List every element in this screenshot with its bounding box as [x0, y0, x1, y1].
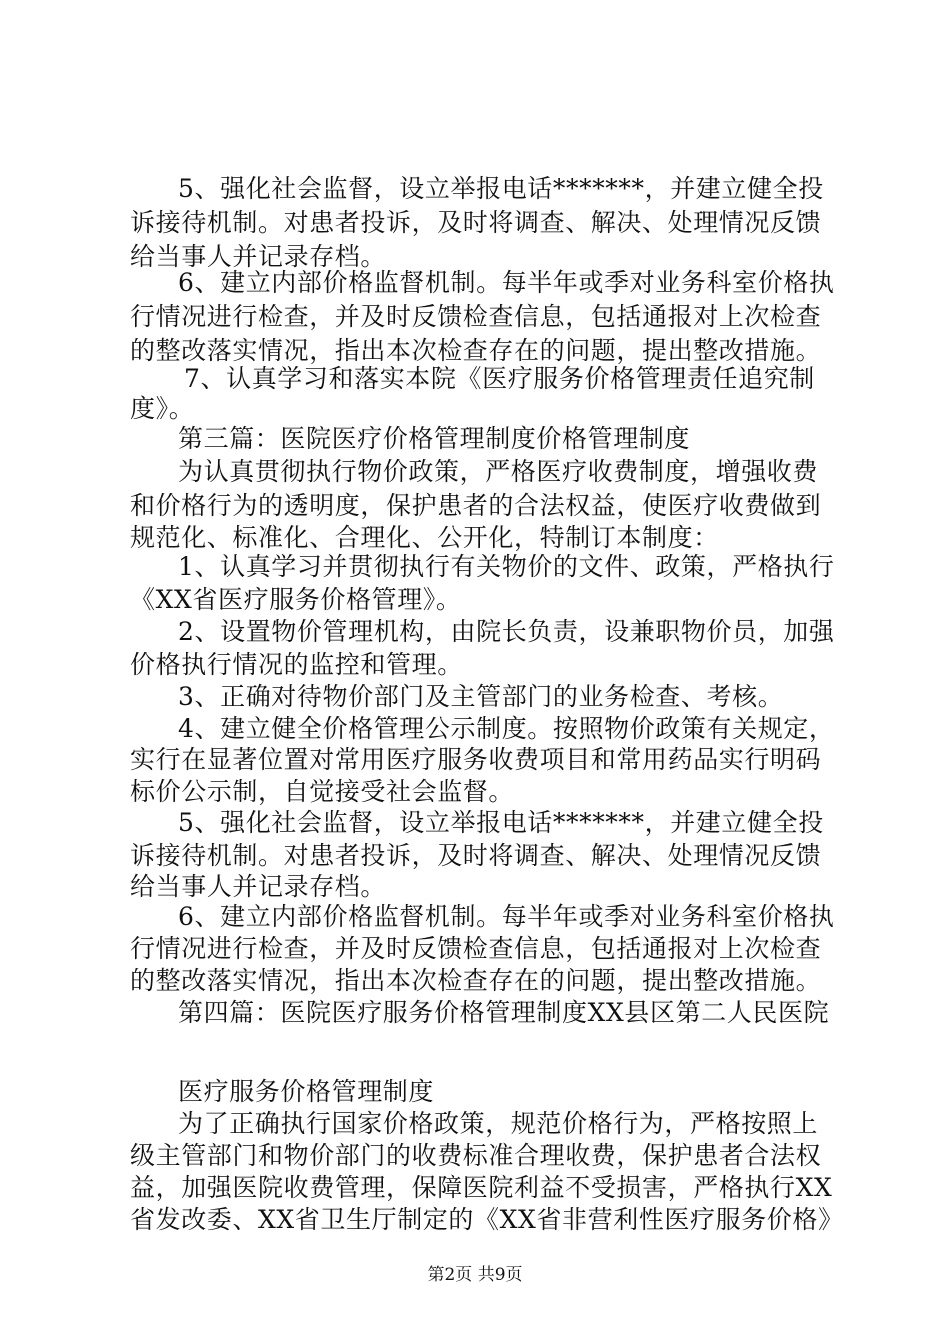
- text-line: 级主管部门和物价部门的收费标准合理收费，保护患者合法权: [130, 1141, 822, 1170]
- text-line: 2、设置物价管理机构，由院长负责，设兼职物价员，加强: [178, 617, 835, 646]
- text-line: 5、强化社会监督，设立举报电话*******，并建立健全投: [178, 808, 824, 837]
- text-line: 的整改落实情况，指出本次检查存在的问题，提出整改措施。: [130, 966, 822, 995]
- text-line: 度》。: [130, 394, 195, 423]
- text-line: 行情况进行检查，并及时反馈检查信息，包括通报对上次检查: [130, 934, 822, 963]
- text-line: 行情况进行检查，并及时反馈检查信息，包括通报对上次检查: [130, 302, 822, 331]
- text-line: 为认真贯彻执行物价政策，严格医疗收费制度，增强收费: [178, 457, 819, 486]
- text-line: 的整改落实情况，指出本次检查存在的问题，提出整改措施。: [130, 336, 822, 365]
- section-heading: 第四篇：医院医疗服务价格管理制度XX县区第二人民医院: [178, 998, 830, 1027]
- text-line: 医疗服务价格管理制度: [178, 1077, 435, 1106]
- text-line: 3、正确对待物价部门及主管部门的业务检查、考核。: [178, 682, 784, 711]
- text-line: 和价格行为的透明度，保护患者的合法权益，使医疗收费做到: [130, 491, 822, 520]
- text-line: 给当事人并记录存档。: [130, 242, 387, 271]
- text-line: 规范化、标准化、合理化、公开化，特制订本制度：: [130, 523, 719, 552]
- text-line: 《XX省医疗服务价格管理》。: [130, 585, 462, 614]
- text-line: 省发改委、XX省卫生厅制定的《XX省非营利性医疗服务价格》: [130, 1205, 844, 1234]
- text-line: 诉接待机制。对患者投诉，及时将调查、解决、处理情况反馈: [130, 841, 822, 870]
- text-line: 6、建立内部价格监督机制。每半年或季对业务科室价格执: [178, 268, 835, 297]
- text-line: 标价公示制，自觉接受社会监督。: [130, 777, 515, 806]
- text-line: 诉接待机制。对患者投诉，及时将调查、解决、处理情况反馈: [130, 208, 822, 237]
- page-number-footer: 第2页 共9页: [427, 1265, 523, 1285]
- text-line: 为了正确执行国家价格政策，规范价格行为，严格按照上: [178, 1109, 819, 1138]
- text-line: 价格执行情况的监控和管理。: [130, 650, 463, 679]
- text-line: 益，加强医院收费管理，保障医院利益不受损害，严格执行XX: [130, 1173, 833, 1202]
- text-line: 实行在显著位置对常用医疗服务收费项目和常用药品实行明码: [130, 745, 822, 774]
- text-line: 1、认真学习并贯彻执行有关物价的文件、政策，严格执行: [178, 552, 835, 581]
- section-heading: 第三篇：医院医疗价格管理制度价格管理制度: [178, 424, 691, 453]
- text-line: 7、认真学习和落实本院《医疗服务价格管理责任追究制: [184, 364, 815, 393]
- text-line: 6、建立内部价格监督机制。每半年或季对业务科室价格执: [178, 902, 835, 931]
- text-line: 4、建立健全价格管理公示制度。按照物价政策有关规定，: [178, 714, 835, 743]
- text-line: 5、强化社会监督，设立举报电话*******，并建立健全投: [178, 174, 824, 203]
- text-line: 给当事人并记录存档。: [130, 872, 387, 901]
